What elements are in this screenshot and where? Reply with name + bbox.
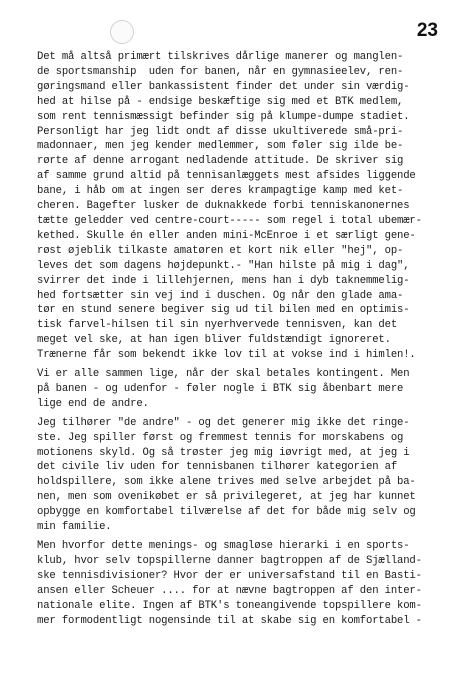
text-line: ste. Jeg spiller først og fremmest tennis for morskabens og bbox=[37, 431, 404, 444]
text-line: lige end de andre. bbox=[37, 397, 149, 410]
text-line: Men hvorfor dette menings- og smagløse hierarki i en sports- bbox=[37, 540, 410, 552]
text-line: bane, i håb om at ingen ser deres krampagtige kamp med ket- bbox=[37, 185, 404, 198]
text-line: mer formodentligt nogensinde til at skabe sig en komfortabel - bbox=[37, 614, 422, 627]
text-line: hed at hilse på - endsige beskæftige sig med et BTK medlem, bbox=[37, 95, 404, 108]
text-line: min familie. bbox=[37, 521, 112, 534]
text-line: Jeg tilhører "de andre" - og det generer mig ikke det ringe- bbox=[37, 416, 410, 429]
text-line: svirrer det inde i lillehjernen, mens han i dyb taknemmelig- bbox=[37, 274, 410, 287]
text-line: af samme grund altid på tennisanlæggets mest afsides liggende bbox=[37, 170, 416, 183]
text-line: hed fortsætter sin vej ind i duschen. Og når den glade ama- bbox=[37, 289, 404, 302]
text-line: ske tennisdivisioner? Hvor der er universafstand til en Basti- bbox=[37, 569, 422, 582]
text-line: holdspillere, som ikke alene trives med selve arbejdet på ba- bbox=[37, 476, 416, 489]
paragraph bbox=[37, 416, 457, 535]
text-line: som rent tennismæssigt befinder sig på klumpe-dumpe stadiet. bbox=[37, 110, 410, 123]
text-line: Personligt har jeg lidt ondt af disse ukultiverede små-pri- bbox=[37, 125, 404, 138]
page-number: 23 bbox=[416, 20, 438, 41]
text-line: madonnaer, men jeg kender medlemmer, som føler sig ilde be- bbox=[37, 140, 404, 153]
text-line: nationale elite. Ingen af BTK's toneangivende topspillere kom- bbox=[37, 599, 422, 612]
punch-hole bbox=[110, 20, 134, 44]
paragraph bbox=[37, 367, 457, 412]
text-line: meget vel ske, at han igen bliver fuldstændigt ignoreret. bbox=[37, 334, 391, 347]
text-line: motionens skyld. Og så trøster jeg mig iøvrigt med, at jeg i bbox=[37, 446, 410, 459]
text-line: klub, hvor selv topspillerne danner bagtroppen af de Sjælland- bbox=[37, 554, 422, 567]
text-line: tør en stund senere begiver sig ud til bilen med en optimis- bbox=[37, 304, 410, 317]
text-line: leves det som dagens højdepunkt.- "Han hilste på mig i dag", bbox=[37, 259, 410, 272]
text-line: på banen - og udenfor - føler nogle i BTK sig åbenbart mere bbox=[37, 382, 404, 395]
text-line: røst øjeblik tilkaste amatøren et kort nik eller "hej", op- bbox=[37, 244, 404, 257]
text-line: Trænerne får som bekendt ikke lov til at vokse ind i himlen!. bbox=[37, 349, 416, 362]
text-line: de sportsmanship uden for banen, når en gymnasieelev, ren- bbox=[37, 65, 404, 78]
paragraph bbox=[37, 50, 457, 363]
text-line: Vi er alle sammen lige, når der skal betales kontingent. Men bbox=[37, 368, 410, 381]
text-line: det civile liv uden for tennisbanen tilhører kategorien af bbox=[37, 461, 398, 474]
text-line: kethed. Skulle én eller anden mini-McEnroe i et særligt gene- bbox=[37, 229, 416, 242]
text-line: rørte af denne arrogant nedladende attitude. De skriver sig bbox=[37, 155, 404, 168]
body-text bbox=[37, 50, 457, 632]
text-line: cheren. Bagefter lusker de duknakkede forbi tenniskanonernes bbox=[37, 200, 410, 213]
text-line: tætte geledder ved centre-court----- som regel i total ubemær- bbox=[37, 214, 422, 227]
text-line: ansen eller Scheuer .... for at nævne bagtroppen af den inter- bbox=[37, 584, 422, 597]
text-line: gøringsmand eller bankassistent finder det under sin værdig- bbox=[37, 80, 410, 93]
text-line: Det må altså primært tilskrives dårlige manerer og manglen- bbox=[37, 51, 404, 63]
text-line: opbygge en komfortabel tilværelse af det for både mig selv og bbox=[37, 506, 416, 519]
paragraph bbox=[37, 539, 457, 628]
text-line: nen, men som ovenikøbet er så privilegeret, at jeg har kunnet bbox=[37, 491, 416, 504]
text-line: tisk farvel-hilsen til sin nyerhvervede tennisven, kan det bbox=[37, 319, 398, 332]
